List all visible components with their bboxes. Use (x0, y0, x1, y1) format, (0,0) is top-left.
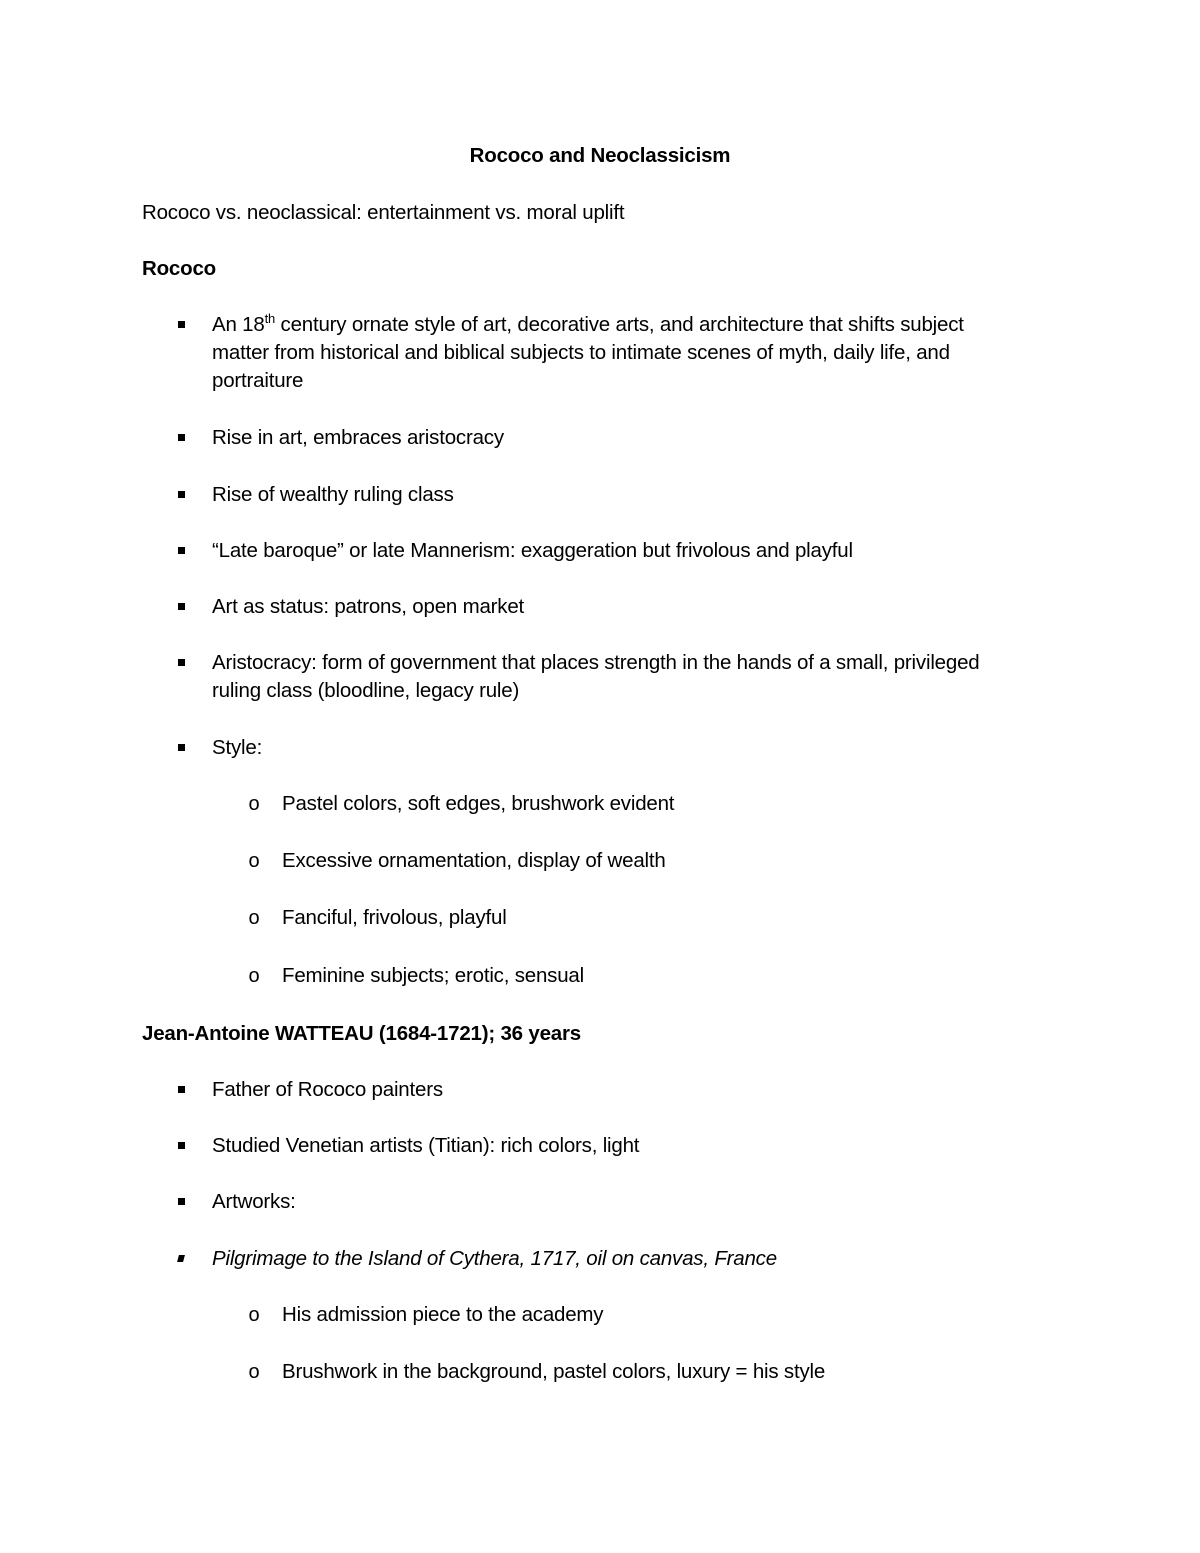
sub-list-item: Pastel colors, soft edges, brushwork evident (282, 792, 675, 815)
list-item: “Late baroque” or late Mannerism: exaggeration but frivolous and playful (212, 539, 853, 562)
bullet-square (173, 424, 189, 452)
section-heading-watteau: Jean-Antoine WATTEAU (1684-1721); 36 years (142, 1022, 581, 1045)
bullet-square (173, 593, 189, 621)
list-item: Rise of wealthy ruling class (212, 483, 454, 506)
sub-list-item: His admission piece to the academy (282, 1303, 604, 1326)
bullet-circle: o (248, 1304, 260, 1326)
list-item-text: An 18 (212, 313, 265, 336)
artwork-title: Pilgrimage to the Island of Cythera, 1717, oil on canvas, France (212, 1247, 777, 1270)
list-item: Artworks: (212, 1190, 296, 1213)
list-item: Studied Venetian artists (Titian): rich colors, light (212, 1134, 640, 1157)
bullet-square (173, 649, 189, 677)
list-item-text: matter from historical and biblical subjects to intimate scenes of myth, daily life, and (212, 341, 950, 364)
bullet-square (173, 1076, 189, 1104)
bullet-circle: o (248, 793, 260, 815)
list-item: Art as status: patrons, open market (212, 595, 525, 618)
list-item-text: century ornate style of art, decorative arts, and architecture that shifts subject (275, 313, 964, 336)
list-item: Style: (212, 736, 263, 759)
bullet-square (173, 311, 189, 339)
bullet-circle: o (248, 907, 260, 929)
bullet-square (173, 1245, 189, 1273)
bullet-square (173, 537, 189, 565)
bullet-square (173, 481, 189, 509)
intro-line: Rococo vs. neoclassical: entertainment vs. moral uplift (142, 201, 625, 224)
bullet-circle: o (248, 850, 260, 872)
bullet-square (173, 1132, 189, 1160)
section-heading-rococo: Rococo (142, 257, 216, 280)
list-item: Rise in art, embraces aristocracy (212, 426, 504, 449)
bullet-square (173, 1188, 189, 1216)
list-item-text: portraiture (212, 369, 304, 392)
superscript: th (264, 311, 276, 327)
list-item (212, 311, 964, 395)
list-item (212, 649, 979, 705)
bullet-circle: o (248, 965, 260, 987)
bullet-square (173, 734, 189, 762)
sub-list-item: Brushwork in the background, pastel colors, luxury = his style (282, 1360, 826, 1383)
document-title: Rococo and Neoclassicism (469, 144, 731, 167)
list-item-text: ruling class (bloodline, legacy rule) (212, 679, 520, 702)
list-item-text: Aristocracy: form of government that places strength in the hands of a small, privileged (212, 651, 980, 674)
sub-list-item: Fanciful, frivolous, playful (282, 906, 507, 929)
sub-list-item: Feminine subjects; erotic, sensual (282, 964, 584, 987)
list-item: Father of Rococo painters (212, 1078, 443, 1101)
sub-list-item: Excessive ornamentation, display of wealth (282, 849, 666, 872)
bullet-circle: o (248, 1361, 260, 1383)
